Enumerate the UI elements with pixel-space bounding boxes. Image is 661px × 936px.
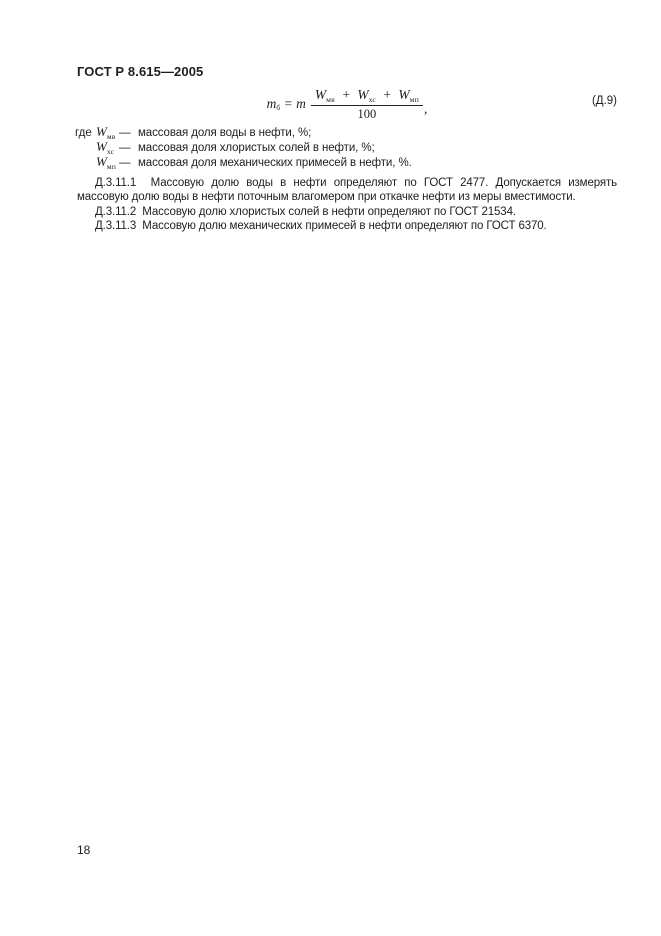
- formula-block: [77, 84, 617, 124]
- formula-fraction: [311, 87, 423, 122]
- formula-result-subscript: б: [276, 102, 281, 112]
- where-dash: —: [119, 142, 131, 154]
- formula-result-variable: m: [266, 96, 277, 111]
- where-symbol: $W_{хс}$: [96, 139, 115, 156]
- where-symbol: $W_{мп}$: [96, 154, 117, 171]
- numerator-sub-1: мв: [326, 94, 335, 104]
- clause-paragraphs: [77, 176, 617, 234]
- formula-number-label: (Д.9): [591, 95, 617, 107]
- where-row: [75, 124, 617, 139]
- numerator-var-2: W: [357, 86, 369, 102]
- where-definitions: [75, 124, 617, 169]
- formula-denominator: 100: [357, 106, 377, 121]
- where-definition-text: массовая доля хлористых солей в нефти, %;: [138, 142, 375, 154]
- formula-equals-sign: =: [284, 96, 293, 111]
- clause-d3-11-2: Д.3.11.2 Массовую долю хлористых солей в нефти определяют по ГОСТ 21534.: [95, 205, 516, 218]
- formula-numerator: [311, 87, 423, 106]
- numerator-var-1: W: [314, 86, 327, 102]
- where-symbol: $W_{мв}$: [96, 124, 116, 141]
- where-lead-word: где: [75, 127, 92, 139]
- formula-factor-variable: m: [296, 96, 306, 111]
- formula-d9: [77, 84, 617, 124]
- page-number: 18: [77, 843, 91, 857]
- where-row: [75, 139, 617, 154]
- numerator-sub-3: мп: [409, 94, 420, 104]
- numerator-plus-2: +: [383, 86, 392, 102]
- numerator-plus-1: +: [342, 86, 350, 102]
- where-definition-text: массовая доля механических примесей в нефти, %.: [138, 157, 412, 169]
- where-row: [75, 154, 617, 169]
- where-dash: —: [119, 157, 131, 169]
- formula-trailing-comma: ,: [424, 101, 428, 116]
- numerator-var-3: W: [398, 86, 410, 102]
- numerator-sub-2: хс: [368, 94, 377, 104]
- document-header: ГОСТ Р 8.615—2005: [77, 64, 204, 79]
- where-dash: —: [119, 127, 131, 139]
- where-definition-text: массовая доля воды в нефти, %;: [138, 127, 312, 139]
- clause-d3-11-1: Д.3.11.1 Массовую долю воды в нефти определяют по ГОСТ 2477. Допускается измерять массовую долю воды в нефти поточным влагомером при откачке нефти из меры вместимости.: [77, 177, 617, 204]
- clause-d3-11-3: Д.3.11.3 Массовую долю механических примесей в нефти определяют по ГОСТ 6370.: [95, 220, 547, 233]
